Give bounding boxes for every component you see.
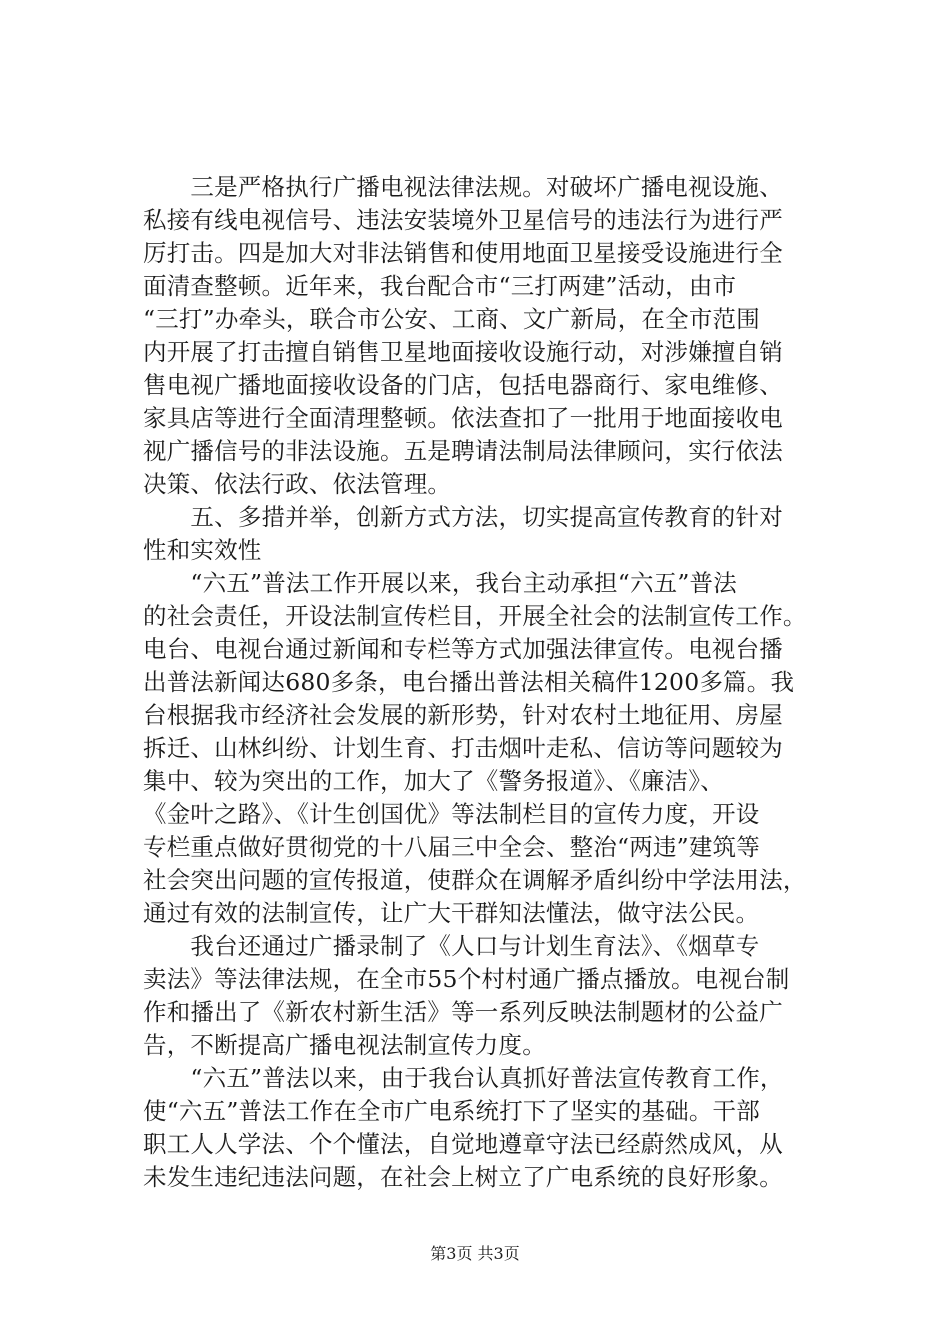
text-line: 专栏重点做好贯彻党的十八届三中全会、整治“两违”建筑等 bbox=[143, 833, 760, 861]
text-line: 告，不断提高广播电视法制宣传力度。 bbox=[143, 1031, 546, 1059]
section-heading-line: 性和实效性 bbox=[143, 536, 262, 564]
text-line: 使“六五”普法工作在全市广电系统打下了坚实的基础。干部 bbox=[143, 1097, 760, 1125]
text-line: 面清查整顿。近年来，我台配合市“三打两建”活动，由市 bbox=[143, 272, 737, 300]
text-line: 售电视广播地面接收设备的门店，包括电器商行、家电维修、 bbox=[143, 371, 783, 399]
text-line: 职工人人学法、个个懂法，自觉地遵章守法已经蔚然成风，从 bbox=[143, 1130, 783, 1158]
text-line: 电台、电视台通过新闻和专栏等方式加强法律宣传。电视台播 bbox=[143, 635, 783, 663]
text-line: 我台还通过广播录制了《人口与计划生育法》、《烟草专 bbox=[143, 932, 760, 960]
section-heading-line: 五、多措并举，创新方式方法，切实提高宣传教育的针对 bbox=[143, 503, 783, 531]
text-line: 内开展了打击擅自销售卫星地面接收设施行动，对涉嫌擅自销 bbox=[143, 338, 783, 366]
text-line: 通过有效的法制宣传，让广大干群知法懂法，做守法公民。 bbox=[143, 899, 760, 927]
text-line: 厉打击。四是加大对非法销售和使用地面卫星接受设施进行全 bbox=[143, 239, 783, 267]
text-line: 集中、较为突出的工作，加大了《警务报道》、《廉洁》、 bbox=[143, 767, 724, 795]
text-line: 拆迁、山林纠纷、计划生育、打击烟叶走私、信访等问题较为 bbox=[143, 734, 783, 762]
text-line: 卖法》等法律法规，在全市55个村村通广播点播放。电视台制 bbox=[143, 965, 790, 993]
text-line: 的社会责任，开设法制宣传栏目，开展全社会的法制宣传工作。 bbox=[143, 602, 807, 630]
text-line: 出普法新闻达680多条，电台播出普法相关稿件1200多篇。我 bbox=[143, 668, 795, 696]
text-line: 决策、依法行政、依法管理。 bbox=[143, 470, 452, 498]
text-line: 台根据我市经济社会发展的新形势，针对农村土地征用、房屋 bbox=[143, 701, 783, 729]
text-line: “六五”普法以来，由于我台认真抓好普法宣传教育工作， bbox=[143, 1064, 784, 1092]
text-line: 视广播信号的非法设施。五是聘请法制局法律顾问，实行依法 bbox=[143, 437, 783, 465]
document-body bbox=[143, 171, 833, 1194]
page-number-footer: 第3页 共3页 bbox=[430, 1244, 520, 1263]
text-line: 《金叶之路》、《计生创国优》等法制栏目的宣传力度，开设 bbox=[143, 800, 760, 828]
text-line: 作和播出了《新农村新生活》等一系列反映法制题材的公益广 bbox=[143, 998, 783, 1026]
text-line: 私接有线电视信号、违法安装境外卫星信号的违法行为进行严 bbox=[143, 206, 783, 234]
text-line: 家具店等进行全面清理整顿。依法查扣了一批用于地面接收电 bbox=[143, 404, 783, 432]
text-line: 未发生违纪违法问题，在社会上树立了广电系统的良好形象。 bbox=[143, 1163, 783, 1191]
text-line: “六五”普法工作开展以来，我台主动承担“六五”普法 bbox=[143, 569, 737, 597]
text-line: 社会突出问题的宣传报道，使群众在调解矛盾纠纷中学法用法， bbox=[143, 866, 807, 894]
text-line: 三是严格执行广播电视法律法规。对破坏广播电视设施、 bbox=[143, 173, 783, 201]
text-line: “三打”办牵头，联合市公安、工商、文广新局，在全市范围 bbox=[143, 305, 760, 333]
